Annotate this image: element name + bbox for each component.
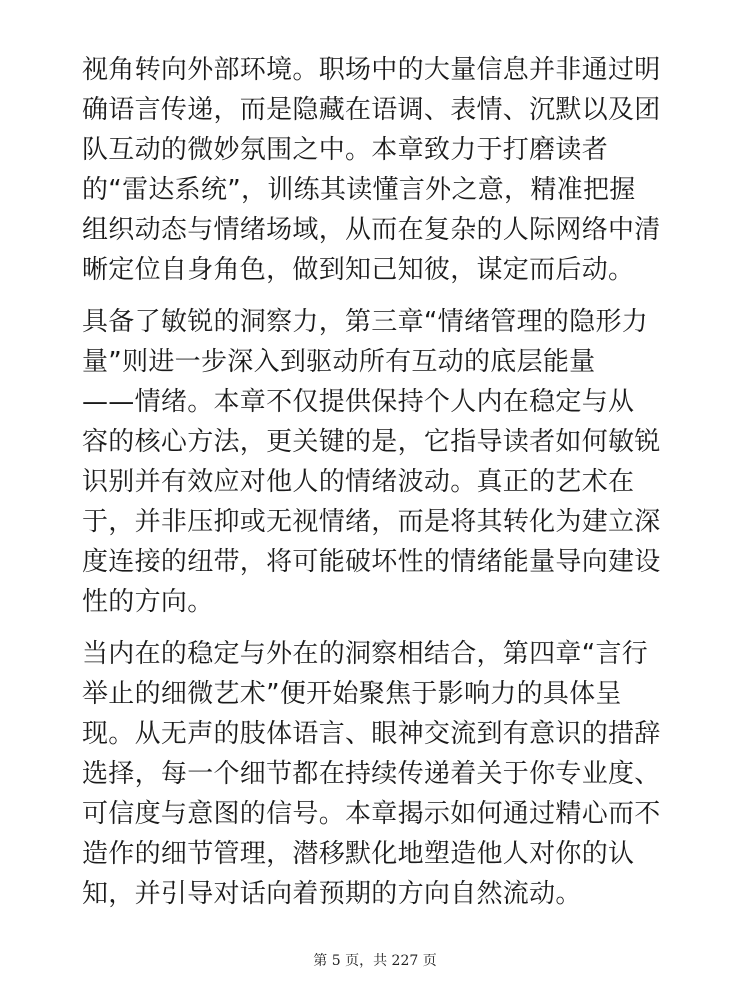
- paragraph-3: [82, 634, 682, 914]
- text-line: 度连接的纽带，将可能破坏性的情绪能量导向建设: [82, 547, 661, 577]
- text-line: 于，并非压抑或无视情绪，而是将其转化为建立深: [82, 507, 661, 537]
- text-line: 组织动态与情绪场域，从而在复杂的人际网络中清: [82, 215, 661, 245]
- text-line: 容的核心方法，更关键的是，它指导读者如何敏锐: [82, 427, 661, 457]
- text-line: 队互动的微妙氛围之中。本章致力于打磨读者: [82, 135, 609, 165]
- text-line: 性的方向。: [82, 587, 214, 617]
- text-line: 现。从无声的肢体语言、眼神交流到有意识的措辞: [82, 719, 661, 749]
- page-number-footer: 第 5 页，共 227 页: [313, 953, 437, 969]
- text-line: 举止的细微艺术”便开始聚焦于影响力的具体呈: [82, 679, 622, 709]
- text-line: 具备了敏锐的洞察力，第三章“情绪管理的隐形力: [82, 307, 649, 337]
- text-line: 晰定位自身角色，做到知己知彼，谋定而后动。: [82, 255, 635, 285]
- body-text: [82, 50, 682, 926]
- text-line: 视角转向外部环境。职场中的大量信息并非通过明: [82, 55, 661, 85]
- paragraph-1: [82, 50, 682, 290]
- text-line: 知，并引导对话向着预期的方向自然流动。: [82, 879, 582, 909]
- paragraph-2: [82, 302, 682, 622]
- text-line: 造作的细节管理，潜移默化地塑造他人对你的认: [82, 839, 635, 869]
- text-line: 识别并有效应对他人的情绪波动。真正的艺术在: [82, 467, 635, 497]
- text-line: ——情绪。本章不仅提供保持个人内在稳定与从: [82, 387, 635, 417]
- text-line: 确语言传递，而是隐藏在语调、表情、沉默以及团: [82, 95, 661, 125]
- text-line: 当内在的稳定与外在的洞察相结合，第四章“言行: [82, 639, 649, 669]
- text-line: 量”则进一步深入到驱动所有互动的底层能量: [82, 347, 596, 377]
- text-line: 选择，每一个细节都在持续传递着关于你专业度、: [82, 759, 661, 789]
- text-line: 的“雷达系统”，训练其读懂言外之意，精准把握: [82, 175, 636, 205]
- text-line: 可信度与意图的信号。本章揭示如何通过精心而不: [82, 799, 661, 829]
